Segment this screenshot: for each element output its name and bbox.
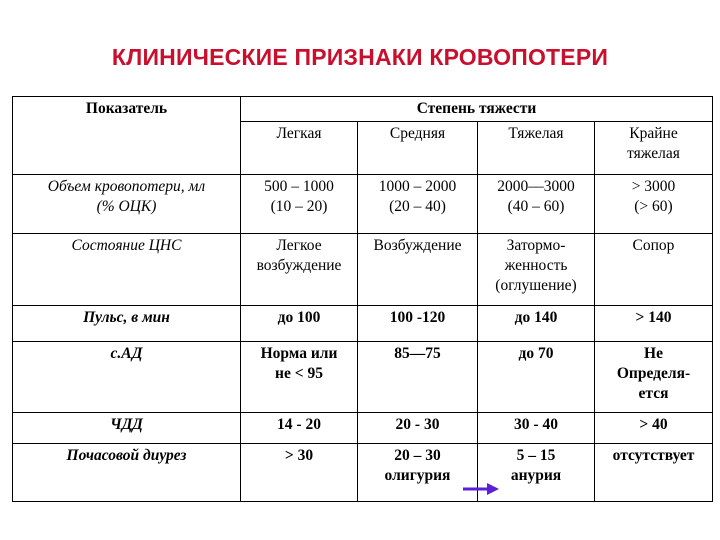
table-row [13, 413, 713, 444]
table-cell: 85—75 [358, 342, 478, 413]
table-header-row [13, 97, 713, 122]
table-row [13, 306, 713, 342]
level-extreme: Крайне тяжелая [595, 122, 713, 175]
table-cell: до 140 [478, 306, 595, 342]
table-cell: Сопор [595, 234, 713, 306]
header-severity: Степень тяжести [241, 97, 713, 122]
row-label: ЧДД [13, 413, 241, 444]
table-cell: Не Определя- ется [595, 342, 713, 413]
table-cell: 1000 – 2000 (20 – 40) [358, 175, 478, 234]
table-row [13, 342, 713, 413]
table-cell: Норма или не < 95 [241, 342, 358, 413]
row-label: Объем кровопотери, мл (% ОЦК) [13, 175, 241, 234]
level-mild: Легкая [241, 122, 358, 175]
table-cell: до 100 [241, 306, 358, 342]
header-indicator: Показатель [13, 97, 241, 175]
table-cell: 30 - 40 [478, 413, 595, 444]
row-label: Пульс, в мин [13, 306, 241, 342]
table-cell: 20 – 30 олигурия [358, 444, 478, 502]
table-cell: 14 - 20 [241, 413, 358, 444]
table-row [13, 234, 713, 306]
row-label: Почасовой диурез [13, 444, 241, 502]
table-cell: 100 -120 [358, 306, 478, 342]
level-moderate: Средняя [358, 122, 478, 175]
blood-loss-table [12, 96, 713, 502]
row-label: с.АД [13, 342, 241, 413]
table-cell: Возбуждение [358, 234, 478, 306]
right-arrow-icon [462, 481, 500, 497]
table-cell: > 140 [595, 306, 713, 342]
table-cell: 2000—3000 (40 – 60) [478, 175, 595, 234]
table-cell: > 40 [595, 413, 713, 444]
table-cell: > 3000 (> 60) [595, 175, 713, 234]
level-severe: Тяжелая [478, 122, 595, 175]
table-row [13, 444, 713, 502]
table-cell: Легкое возбуждение [241, 234, 358, 306]
table-cell: 500 – 1000 (10 – 20) [241, 175, 358, 234]
row-label: Состояние ЦНС [13, 234, 241, 306]
table-cell: 5 – 15 анурия [478, 444, 595, 502]
table-cell: до 70 [478, 342, 595, 413]
table-cell: > 30 [241, 444, 358, 502]
table-cell: Затормо- женность (оглушение) [478, 234, 595, 306]
table-row [13, 175, 713, 234]
page-title: КЛИНИЧЕСКИЕ ПРИЗНАКИ КРОВОПОТЕРИ [111, 44, 609, 70]
table-cell: отсутствует [595, 444, 713, 502]
table-cell: 20 - 30 [358, 413, 478, 444]
